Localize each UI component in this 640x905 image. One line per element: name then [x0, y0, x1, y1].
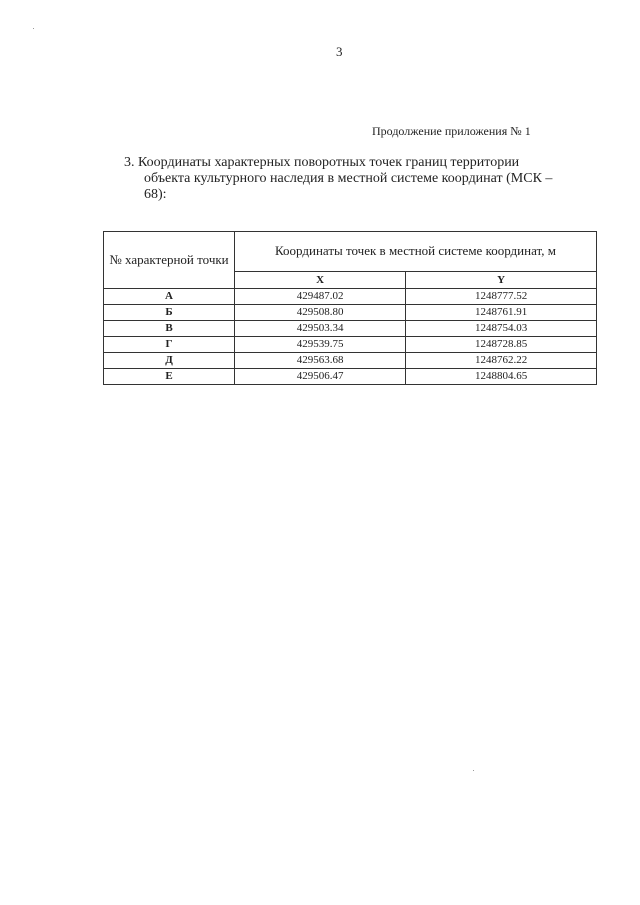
section-heading-line-3: 68): [144, 187, 167, 202]
coordinates-table [103, 231, 597, 385]
x-coordinate-cell: 429539.75 [235, 337, 406, 353]
table-row [104, 305, 597, 321]
header-x: X [235, 271, 406, 288]
table-row [104, 321, 597, 337]
page-number: 3 [336, 44, 343, 59]
y-coordinate-cell: 1248754.03 [406, 321, 597, 337]
y-coordinate-cell: 1248761.91 [406, 305, 597, 321]
x-coordinate-cell: 429503.34 [235, 321, 406, 337]
point-cell: Б [104, 305, 235, 321]
table-row [104, 353, 597, 369]
header-coordinates-group: Координаты точек в местной системе координат, м [235, 232, 597, 272]
header-point-number: № характерной точки [104, 232, 235, 289]
y-coordinate-cell: 1248777.52 [406, 289, 597, 305]
point-cell: А [104, 289, 235, 305]
x-coordinate-cell: 429506.47 [235, 369, 406, 385]
table-body [104, 289, 597, 385]
table-row [104, 337, 597, 353]
section-heading [124, 155, 594, 203]
point-cell: Г [104, 337, 235, 353]
x-coordinate-cell: 429487.02 [235, 289, 406, 305]
header-y: Y [406, 271, 597, 288]
scan-speck [33, 28, 34, 29]
x-coordinate-cell: 429563.68 [235, 353, 406, 369]
scan-speck [473, 770, 474, 771]
x-coordinate-cell: 429508.80 [235, 305, 406, 321]
point-cell: В [104, 321, 235, 337]
y-coordinate-cell: 1248762.22 [406, 353, 597, 369]
point-cell: Д [104, 353, 235, 369]
point-cell: Е [104, 369, 235, 385]
appendix-continuation-note: Продолжение приложения № 1 [372, 124, 531, 138]
table-row [104, 289, 597, 305]
y-coordinate-cell: 1248728.85 [406, 337, 597, 353]
table-row [104, 369, 597, 385]
section-heading-line-2: объекта культурного наследия в местной системе координат (МСК – [144, 171, 553, 186]
y-coordinate-cell: 1248804.65 [406, 369, 597, 385]
section-heading-line-1: 3. Координаты характерных поворотных точек границ территории [124, 155, 520, 170]
